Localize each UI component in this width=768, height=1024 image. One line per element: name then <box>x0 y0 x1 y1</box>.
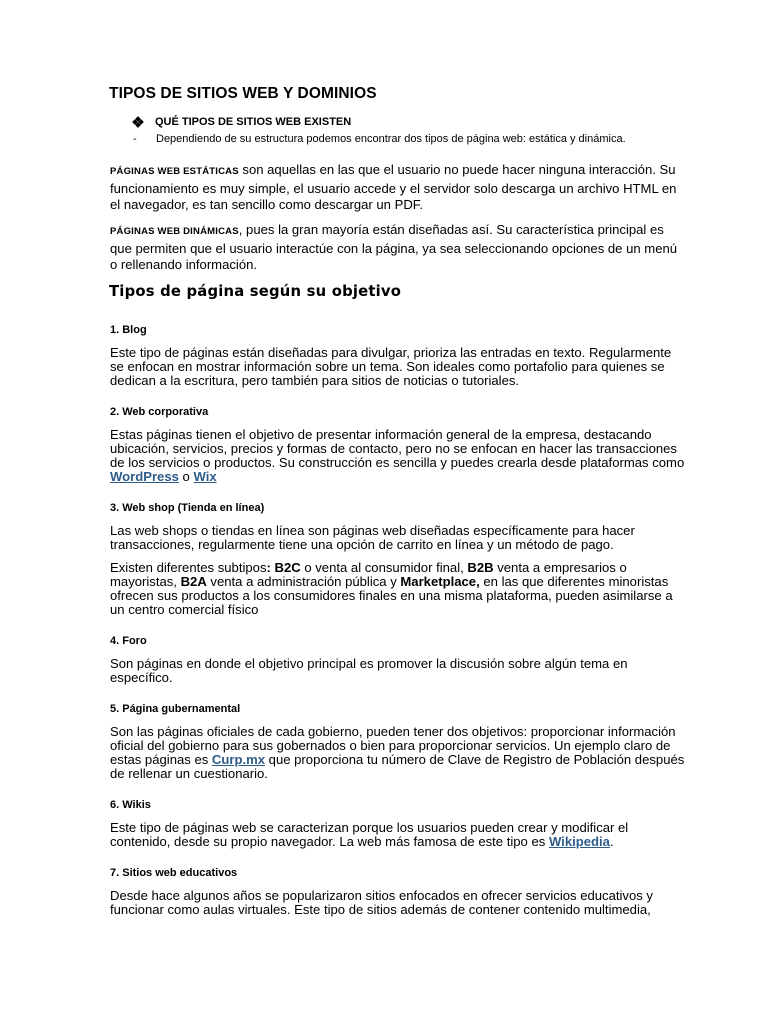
gov-after: que proporciona tu número de Clave de Registro de Población después de rellenar un cuestionario. <box>110 752 685 781</box>
dash-text: Dependiendo de su estructura podemos encontrar dos tipos de página web: estática y dinámica. <box>156 133 626 145</box>
shop-heading: 3. Web shop (Tienda en línea) <box>110 502 265 514</box>
diamond-bullet-icon <box>133 117 143 127</box>
shop-p2-h: Marketplace, <box>400 574 480 589</box>
document-title: TIPOS DE SITIOS WEB Y DOMINIOS <box>109 85 377 102</box>
static-pages-text: son aquellas en las que el usuario no puede hacer ninguna interacción. Su funcionamiento es muy simple, el usuario accede y el servidor solo descarga un archivo HTML en el navegador, es tan sencillo como descargar un PDF. <box>110 162 677 212</box>
dash-mark: - <box>133 133 137 145</box>
dynamic-pages-text: , pues la gran mayoría están diseñadas así. Su característica principal es que permiten que el usuario interactúe con la página, ya sea seleccionando opciones de un menú o rellenando información. <box>110 222 678 272</box>
static-pages-label: PÁGINAS WEB ESTÁTICAS <box>110 166 239 177</box>
wikis-paragraph <box>110 821 685 849</box>
shop-p2-d: B2B <box>467 560 494 575</box>
wikipedia-link[interactable]: Wikipedia <box>548 834 610 849</box>
edu-text: Desde hace algunos años se popularizaron sitios enfocados en ofrecer servicios educativos y funcionar como aulas virtuales. Este tipo de sitios además de contener contenido multimedia, <box>110 888 653 917</box>
dynamic-pages-paragraph <box>110 222 680 274</box>
bullet-text: QUÉ TIPOS DE SITIOS WEB EXISTEN <box>155 116 352 128</box>
shop-p2-b: : B2C <box>266 560 301 575</box>
shop-p2-f: B2A <box>180 574 207 589</box>
gov-text: Son las páginas oficiales de cada gobierno, pueden tener dos objetivos: proporcionar información oficial del gobierno para sus gobernados o bien para proporcionar servicios. Un ejemplo claro de estas páginas es <box>110 724 676 767</box>
wix-link[interactable]: Wix <box>193 469 217 484</box>
forum-heading: 4. Foro <box>110 635 147 647</box>
dash-item <box>133 133 626 145</box>
wordpress-link[interactable]: WordPress <box>110 469 179 484</box>
wikis-text: Este tipo de páginas web se caracterizan porque los usuarios pueden crear y modificar el contenido, desde su propio navegador. La web más famosa de este tipo es <box>110 820 629 849</box>
dynamic-pages-label: PÁGINAS WEB DINÁMICAS <box>110 226 239 237</box>
blog-heading: 1. Blog <box>110 324 147 336</box>
bullet-item <box>133 116 351 128</box>
shop-p2-c: o venta al consumidor final, <box>300 560 468 575</box>
blog-text: Este tipo de páginas están diseñadas para divulgar, prioriza las entradas en texto. Regularmente se enfocan en mostrar información sobre un tema. Son ideales como portafolio para quienes se dedican a la escritura, pero también para sitios de noticias o tutoriales. <box>110 345 672 388</box>
wikis-after: . <box>609 834 614 849</box>
static-pages-paragraph <box>110 162 680 214</box>
forum-text: Son páginas en donde el objetivo principal es promover la discusión sobre algún tema en específico. <box>110 656 628 685</box>
shop-p2-a: Existen diferentes subtipos <box>110 560 267 575</box>
gov-paragraph <box>110 725 685 781</box>
shop-subtypes-paragraph <box>110 561 685 617</box>
gov-heading: 5. Página gubernamental <box>110 703 241 715</box>
edu-heading: 7. Sitios web educativos <box>110 867 238 879</box>
shop-p2-i: en las que diferentes minoristas ofrecen sus productos a los consumidores finales en una misma plataforma, pueden asimilarse a un centro comercial físico <box>110 574 673 617</box>
shop-text: Las web shops o tiendas en línea son páginas web diseñadas específicamente para hacer transacciones, regularmente tiene una opción de carrito en línea y un método de pago. <box>110 523 635 552</box>
corporate-text: Estas páginas tienen el objetivo de presentar información general de la empresa, destacando ubicación, servicios, precios y formas de contacto, pero no se enfocan en hacer las transacciones de los servicios o productos. Su construcción es sencilla y puedes crearla desde plataformas como <box>110 427 685 470</box>
corporate-paragraph <box>110 428 685 484</box>
shop-p2-e: venta a empresarios o mayoristas, <box>110 560 627 589</box>
shop-p2-g: venta a administración pública y <box>206 574 401 589</box>
wikis-heading: 6. Wikis <box>110 799 151 811</box>
corporate-middle: o <box>178 469 194 484</box>
corporate-heading: 2. Web corporativa <box>110 406 209 418</box>
curp-link[interactable]: Curp.mx <box>211 752 266 767</box>
section-title: Tipos de página según su objetivo <box>109 283 402 300</box>
